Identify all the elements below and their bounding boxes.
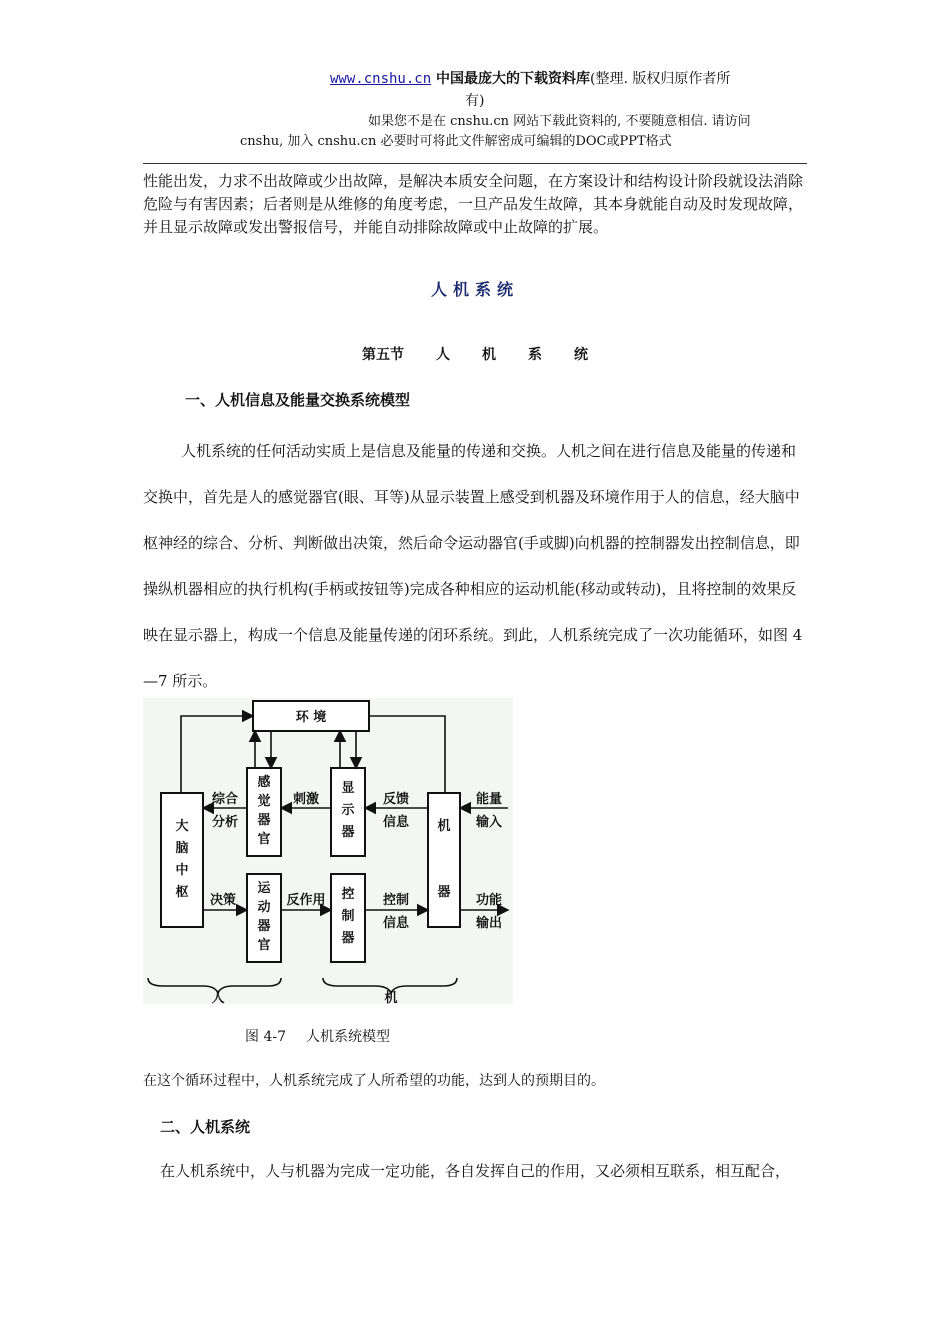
header-tagline-bold: 中国最庞大的下载资料库 (431, 71, 591, 87)
body-paragraph (143, 428, 807, 704)
site-link[interactable]: www.cnshu.cn (330, 71, 432, 87)
section-char: 人 (436, 347, 450, 363)
label-control-info: 控制 (382, 893, 410, 908)
after-figure-paragraph: 在这个循环过程中，人机系统完成了人所希望的功能，达到人的预期目的。 (143, 1073, 605, 1089)
label-motor: 器 (257, 919, 271, 934)
heading-1: 一、人机信息及能量交换系统模型 (185, 391, 411, 409)
section-char: 系 (528, 347, 542, 363)
label-reaction: 反作用 (286, 893, 326, 908)
label-brain: 枢 (175, 885, 189, 900)
label-control: 制 (341, 909, 355, 924)
caption-number: 图 4-7 (245, 1029, 286, 1045)
header-tagline-rest: (整理. 版权归原作者所 (590, 71, 731, 87)
label-decision: 决策 (209, 893, 237, 908)
label-sense: 器 (257, 813, 271, 828)
label-brain: 中 (175, 863, 189, 878)
label-display: 器 (341, 825, 355, 840)
label-display: 示 (341, 803, 355, 818)
label-energy-input: 能量 (475, 792, 503, 807)
label-sense: 感 (257, 775, 271, 790)
box-brain (161, 793, 203, 927)
box-machine (428, 793, 460, 927)
brace-label-machine: 机 (384, 991, 398, 1004)
section-number: 第五节 (362, 347, 404, 363)
header-tagline-cont: 有) (465, 93, 485, 109)
label-machine: 器 (437, 885, 451, 900)
label-stimulus: 刺激 (292, 792, 320, 807)
label-function-output: 功能 (475, 893, 503, 908)
label-environment: 环 境 (295, 710, 327, 725)
brace-label-human: 人 (211, 991, 225, 1004)
figure-diagram (143, 698, 513, 1004)
label-control-info: 信息 (382, 916, 410, 931)
intro-paragraph: 性能出发，力求不出故障或少出故障，是解决本质安全问题，在方案设计和结构设计阶段就设法消除危险与有害因素；后者则是从维修的角度考虑，一旦产品发生故障，其本身就能自动及时发现故障，并且显示故障或发出警报信号，并能自动排除故障或中止故障的扩展。 (143, 172, 804, 236)
label-feedback: 反馈 (382, 792, 410, 807)
header-notice-2: cnshu, 加入 cnshu.cn 必要时可将此文件解密成可编辑的DOC或PPT格式 (240, 134, 672, 149)
label-sense: 觉 (257, 794, 271, 809)
label-control: 控 (341, 887, 355, 902)
label-machine: 机 (437, 819, 451, 834)
heading-2: 二、人机系统 (160, 1118, 251, 1136)
label-function-output: 输出 (475, 916, 503, 931)
label-control: 器 (341, 931, 355, 946)
label-brain: 脑 (175, 841, 189, 856)
header-divider (143, 163, 807, 164)
label-motor: 运 (257, 881, 271, 896)
label-motor: 动 (257, 900, 271, 915)
header-notice-1: 如果您不是在 cnshu.cn 网站下载此资料的, 不要随意相信. 请访问 (368, 114, 751, 129)
section-char: 统 (574, 347, 588, 363)
label-synth: 综合 (211, 792, 239, 807)
body-paragraph-text: 人机系统的任何活动实质上是信息及能量的传递和交换。人机之间在进行信息及能量的传递和交换中，首先是人的感觉器官(眼、耳等)从显示装置上感受到机器及环境作用于人的信息，经大脑中枢神经的综合、分析、判断做出决策，然后命令运动器官(手或脚)向机器的控制器发出控制信息，即操纵机器相应的执行机构(手柄或按钮等)完成各种相应的运动机能(移动或转动)，且将控制的效果反映在显示器上，构成一个信息及能量传递的闭环系统。到此，人机系统完成了一次功能循环，如图 4—7 所示。 (143, 442, 803, 690)
label-brain: 大 (175, 819, 189, 834)
label-display: 显 (341, 781, 355, 796)
figure-caption (245, 1026, 390, 1046)
header-line (330, 68, 810, 90)
section-heading (0, 344, 950, 364)
last-paragraph: 在人机系统中，人与机器为完成一定功能，各自发挥自己的作用，又必须相互联系，相互配合， (160, 1162, 791, 1180)
caption-text: 人机系统模型 (306, 1029, 390, 1045)
label-motor: 官 (257, 938, 271, 953)
label-energy-input: 输入 (475, 815, 503, 830)
label-feedback: 信息 (382, 815, 410, 830)
label-sense: 官 (257, 832, 271, 847)
section-char: 机 (482, 347, 496, 363)
label-synth: 分析 (211, 815, 239, 830)
page-title: 人机系统 (430, 280, 519, 299)
